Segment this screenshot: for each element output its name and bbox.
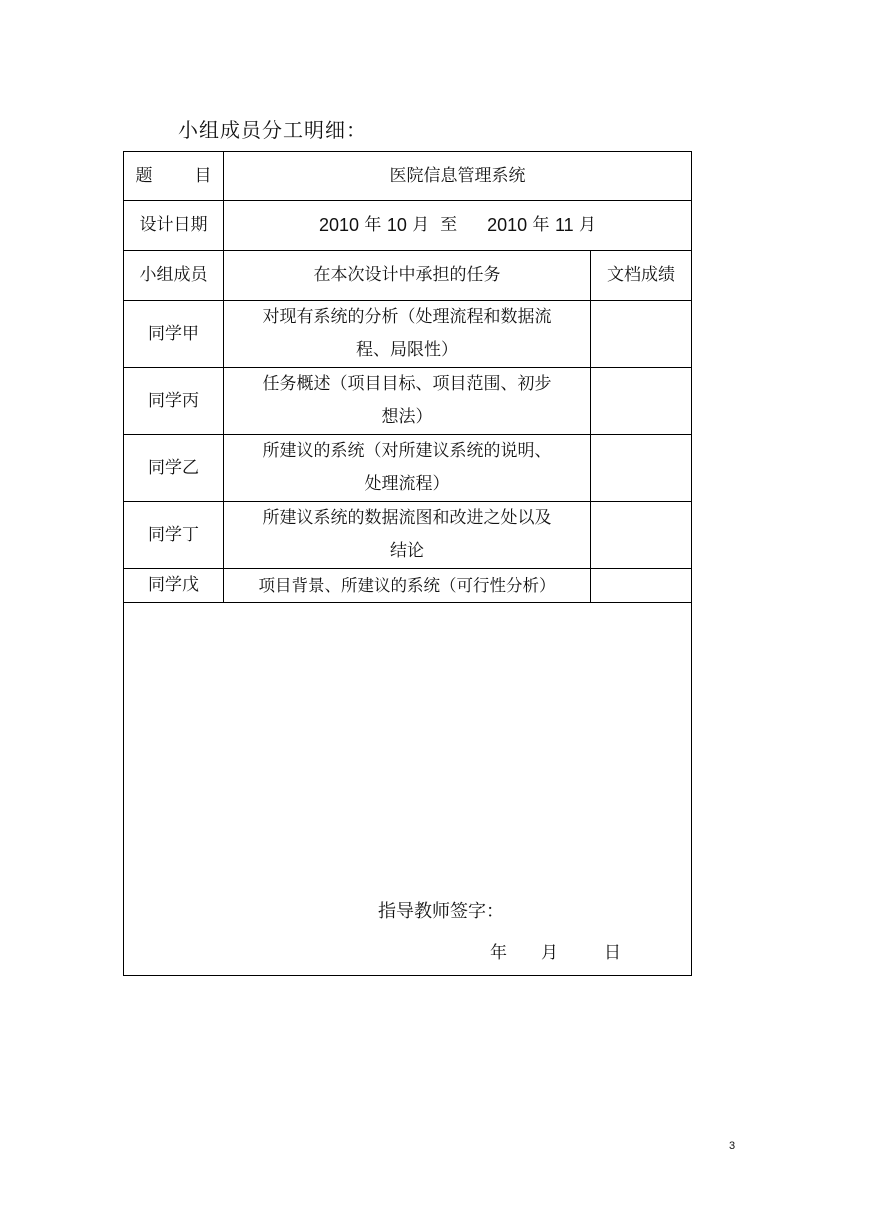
task-line: 任务概述（项目目标、项目范围、初步 [262,374,552,394]
from-month: 10 [386,215,407,235]
signature-year: 年 [490,943,507,963]
task-description: 项目背景、所建议的系统（可行性分析） [258,576,556,595]
task-line: 结论 [390,541,424,561]
task-description [224,368,590,434]
date-label: 设计日期 [139,215,208,235]
signature-month: 月 [541,943,558,963]
grade-cell [591,569,691,602]
to-word: 至 [440,215,458,235]
subject-label: 题 目 [135,165,212,186]
signature-day: 日 [604,943,621,963]
grade-cell [591,301,691,367]
grade-header: 文档成绩 [607,265,675,285]
month-char: 月 [579,215,597,235]
member-name: 同学戊 [148,575,199,595]
to-month: 11 [554,215,574,235]
page-heading: 小组成员分工明细： [178,118,367,142]
task-line: 想法） [381,407,433,427]
from-year: 2010 [318,215,360,235]
task-description [224,435,590,501]
task-description [224,301,590,367]
row-divider [124,602,691,603]
grade-cell [591,368,691,434]
advisor-signature-label: 指导教师签字： [378,901,504,922]
year-char: 年 [532,215,550,235]
subject-value: 医院信息管理系统 [389,165,526,186]
member-header: 小组成员 [139,265,208,285]
to-year: 2010 [487,215,528,235]
task-line: 对现有系统的分析（处理流程和数据流 [262,307,552,327]
month-char: 月 [412,215,430,235]
grade-cell [591,502,691,568]
assignment-table [123,151,692,976]
page-number: 3 [729,1140,736,1152]
member-name: 同学甲 [148,323,199,344]
member-name: 同学乙 [148,457,199,478]
task-line: 所建议系统的数据流图和改进之处以及 [262,508,552,528]
member-name: 同学丙 [148,390,199,411]
year-char: 年 [364,215,382,235]
grade-cell [591,435,691,501]
task-line: 程、局限性） [356,340,458,360]
task-description [224,502,590,568]
member-name: 同学丁 [148,524,199,545]
task-line: 处理流程） [364,474,450,494]
date-value [224,201,691,250]
task-header: 在本次设计中承担的任务 [313,265,501,285]
task-line: 所建议的系统（对所建议系统的说明、 [262,441,552,461]
